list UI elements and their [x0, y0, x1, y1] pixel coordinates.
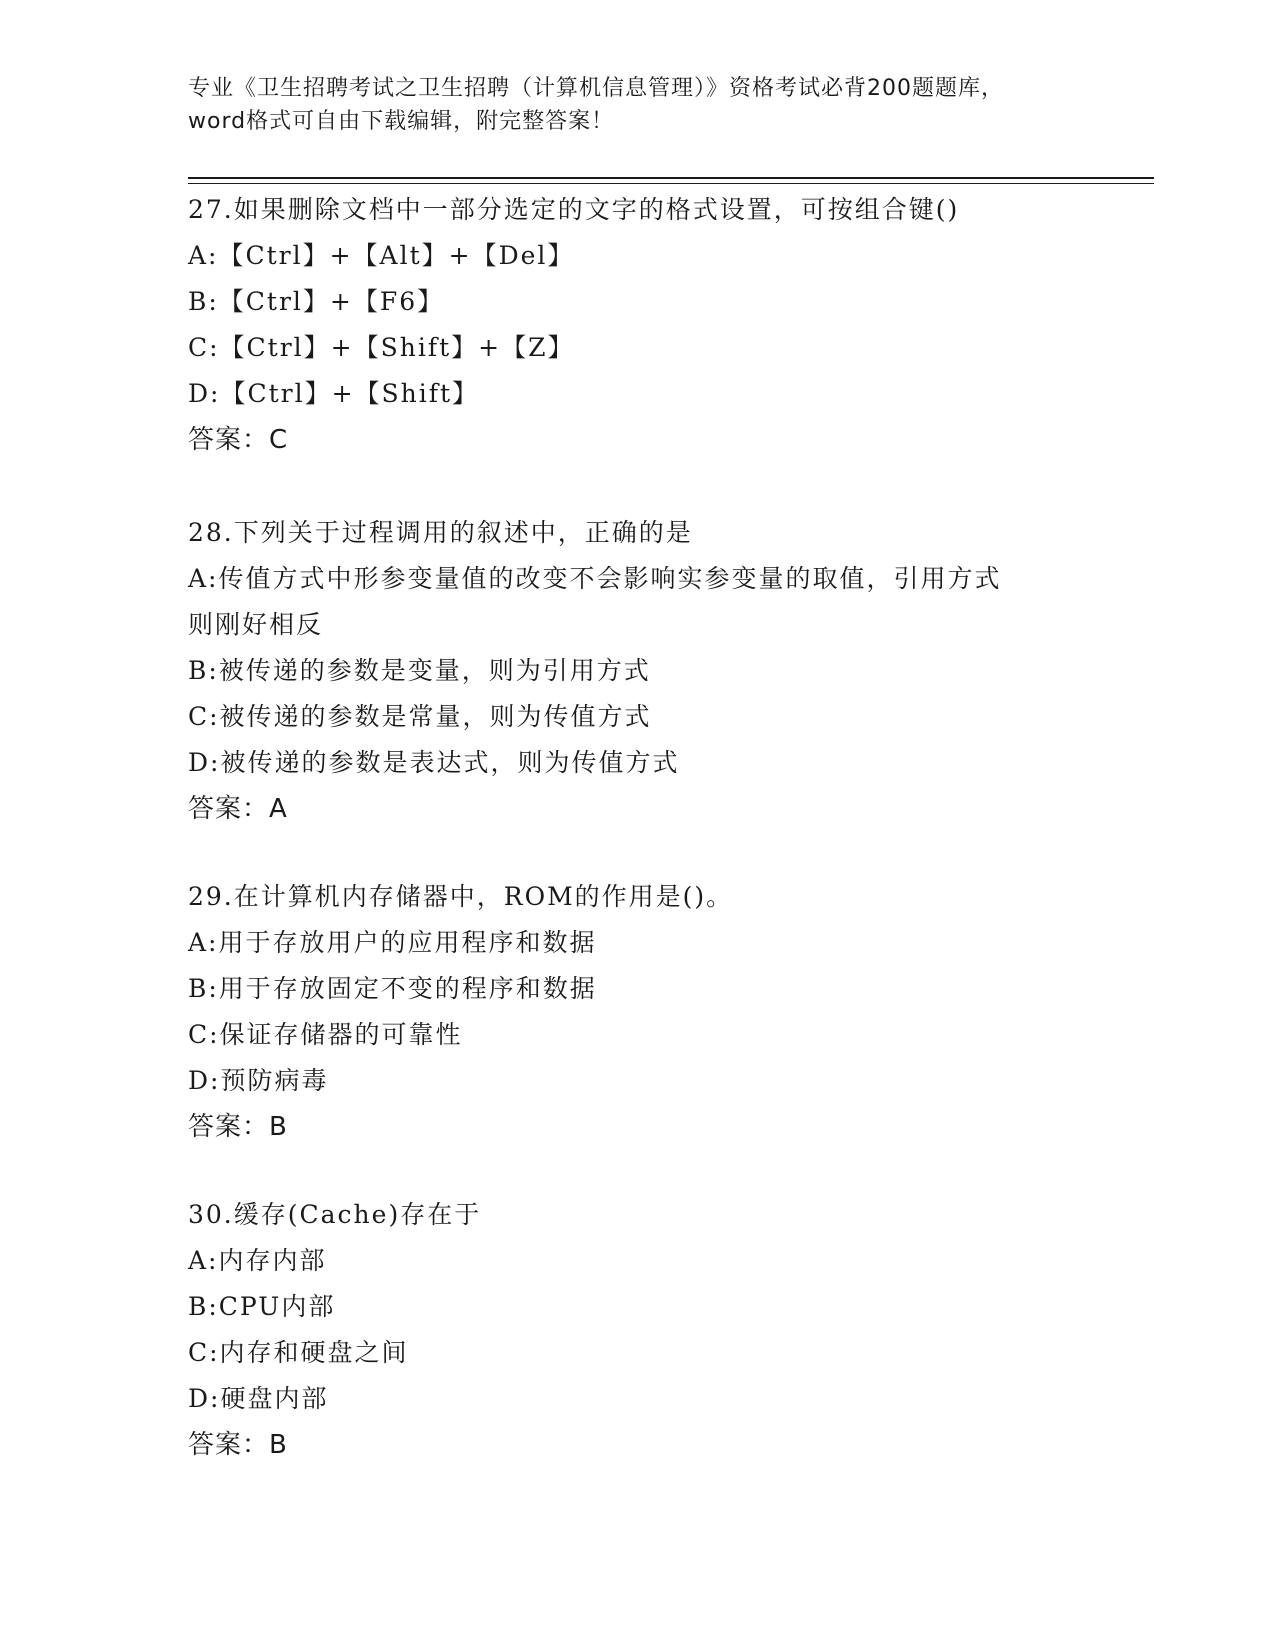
option-c: C:内存和硬盘之间	[188, 1338, 409, 1367]
option-b: B:【Ctrl】+【F6】	[188, 287, 445, 316]
option-a: A:内存内部	[188, 1246, 327, 1275]
option-b: B:被传递的参数是变量，则为引用方式	[188, 656, 651, 685]
question-28	[188, 510, 1148, 832]
option-c: C:被传递的参数是常量，则为传值方式	[188, 702, 652, 731]
option-d: D:被传递的参数是表达式，则为传值方式	[188, 748, 680, 777]
option-d: D:硬盘内部	[188, 1384, 329, 1413]
answer-line: 答案：B	[188, 1430, 288, 1460]
option-c: C:保证存储器的可靠性	[188, 1020, 463, 1049]
option-b: B:CPU内部	[188, 1292, 336, 1321]
answer-line: 答案：C	[188, 425, 289, 455]
answer-line: 答案：A	[188, 794, 288, 824]
header-line-2: word格式可自由下载编辑，附完整答案！	[188, 109, 615, 134]
header-line-1: 专业《卫生招聘考试之卫生招聘（计算机信息管理）》资格考试必背200题题库，	[188, 76, 1004, 101]
question-text: 27.如果删除文档中一部分选定的文字的格式设置，可按组合键()	[188, 195, 960, 224]
question-text: 28.下列关于过程调用的叙述中，正确的是	[188, 518, 693, 547]
question-27	[188, 187, 1148, 463]
option-a: A:用于存放用户的应用程序和数据	[188, 928, 597, 957]
document-header	[188, 72, 1088, 138]
option-d: D:预防病毒	[188, 1066, 329, 1095]
question-29	[188, 874, 1148, 1150]
option-c: C:【Ctrl】+【Shift】+【Z】	[188, 333, 575, 362]
option-b: B:用于存放固定不变的程序和数据	[188, 974, 597, 1003]
header-divider-thick	[188, 177, 1154, 179]
option-d: D:【Ctrl】+【Shift】	[188, 379, 480, 408]
question-30	[188, 1192, 1148, 1468]
answer-line: 答案：B	[188, 1112, 288, 1142]
option-a: A:传值方式中形参变量值的改变不会影响实参变量的取值，引用方式	[188, 564, 1002, 593]
option-a-continued: 则刚好相反	[188, 610, 324, 639]
question-text: 29.在计算机内存储器中，ROM的作用是()。	[188, 882, 734, 911]
question-text: 30.缓存(Cache)存在于	[188, 1200, 482, 1229]
header-divider-thin	[188, 183, 1154, 184]
option-a: A:【Ctrl】+【Alt】+【Del】	[188, 241, 575, 270]
